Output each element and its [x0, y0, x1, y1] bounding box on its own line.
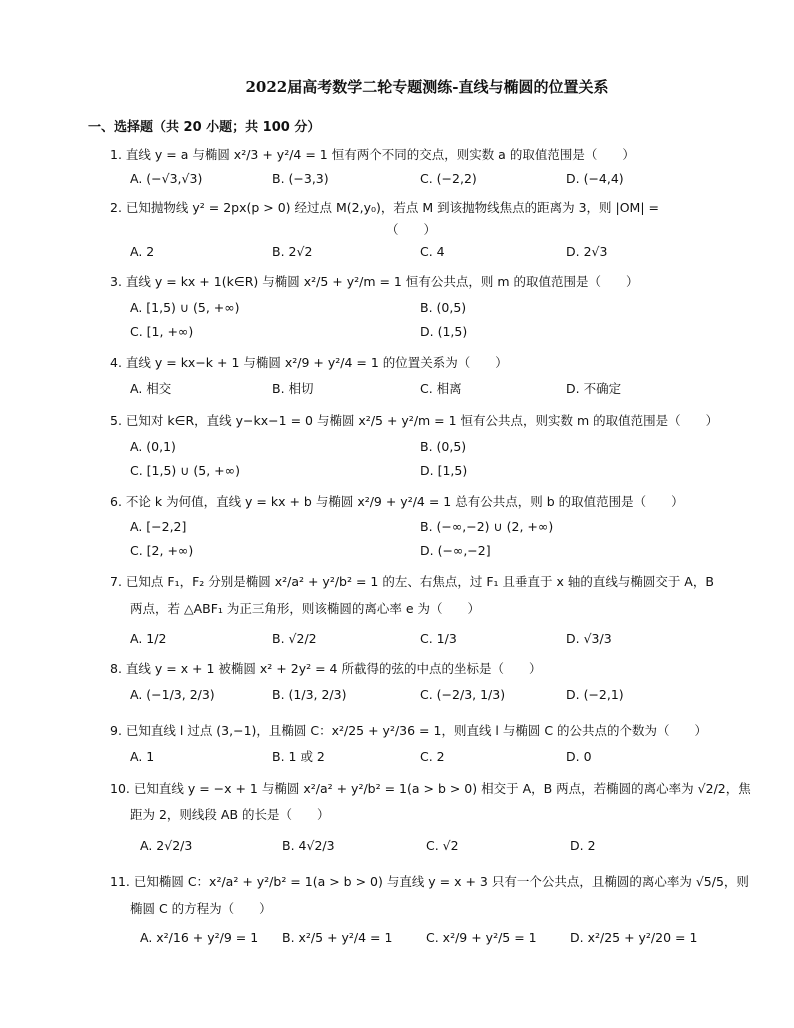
- question-7-stem: 7. 已知点 F₁，F₂ 分别是椭圆 x²/a² + y²/b² = 1 的左、右焦点，过 F₁ 且垂直于 x 轴的直线与椭圆交于 A，B: [110, 574, 714, 589]
- option-d[interactable]: D. (−∞,−2]: [420, 543, 491, 558]
- question-2-answer-paren: （ ）: [386, 222, 437, 237]
- question-9-options: [130, 748, 730, 766]
- option-a[interactable]: A. (−1/3, 2/3): [130, 687, 215, 702]
- option-c[interactable]: C. [1, +∞): [130, 324, 194, 339]
- option-a[interactable]: A. 相交: [130, 381, 172, 396]
- option-b[interactable]: B. 2√2: [272, 244, 313, 259]
- option-b[interactable]: B. x²/5 + y²/4 = 1: [282, 930, 393, 945]
- option-a[interactable]: A. 1/2: [130, 631, 167, 646]
- option-a[interactable]: A. (0,1): [130, 439, 176, 454]
- question-6-stem: 6. 不论 k 为何值，直线 y = kx + b 与椭圆 x²/9 + y²/4 = 1 总有公共点，则 b 的取值范围是（ ）: [110, 494, 684, 509]
- option-d[interactable]: D. 2√3: [566, 244, 608, 259]
- option-b[interactable]: B. (0,5): [420, 439, 467, 454]
- option-a[interactable]: A. (−√3,√3): [130, 171, 203, 186]
- question-7-continuation: 两点，若 △ABF₁ 为正三角形，则该椭圆的离心率 e 为（ ）: [130, 601, 481, 616]
- option-d[interactable]: D. (−2,1): [566, 687, 624, 702]
- question-2-stem: 2. 已知抛物线 y² = 2px(p > 0) 经过点 M(2,y₀)，若点 M 到该抛物线焦点的距离为 3，则 |OM| =: [110, 200, 659, 215]
- option-c[interactable]: C. 4: [420, 244, 445, 259]
- option-d[interactable]: D. 不确定: [566, 381, 622, 396]
- option-c[interactable]: C. (−2/3, 1/3): [420, 687, 506, 702]
- option-c[interactable]: C. 2: [420, 749, 445, 764]
- page-title: 2022届高考数学二轮专题测练-直线与椭圆的位置关系: [245, 78, 609, 96]
- question-3-stem: 3. 直线 y = kx + 1(k∈R) 与椭圆 x²/5 + y²/m = 1 恒有公共点，则 m 的取值范围是（ ）: [110, 274, 639, 289]
- question-11-options: [130, 929, 730, 947]
- option-b[interactable]: B. (0,5): [420, 300, 467, 315]
- question-11-stem: 11. 已知椭圆 C：x²/a² + y²/b² = 1(a > b > 0) 与直线 y = x + 3 只有一个公共点，且椭圆的离心率为 √5/5，则: [110, 874, 749, 889]
- question-2-options: [130, 243, 730, 261]
- option-d[interactable]: D. 2: [570, 838, 596, 853]
- option-b[interactable]: B. √2/2: [272, 631, 317, 646]
- option-b[interactable]: B. (−∞,−2) ∪ (2, +∞): [420, 519, 554, 534]
- question-10-options: [130, 837, 730, 855]
- option-d[interactable]: D. √3/3: [566, 631, 612, 646]
- question-9-stem: 9. 已知直线 l 过点 (3,−1)，且椭圆 C：x²/25 + y²/36 = 1，则直线 l 与椭圆 C 的公共点的个数为（ ）: [110, 723, 708, 738]
- option-a[interactable]: A. [1,5) ∪ (5, +∞): [130, 300, 240, 315]
- question-10-continuation: 距为 2，则线段 AB 的长是（ ）: [130, 807, 330, 822]
- option-d[interactable]: D. (1,5): [420, 324, 468, 339]
- question-3-options-row1: [130, 299, 730, 317]
- option-c[interactable]: C. (−2,2): [420, 171, 477, 186]
- question-4-options: [130, 380, 730, 398]
- question-1-stem: 1. 直线 y = a 与椭圆 x²/3 + y²/4 = 1 恒有两个不同的交点，则实数 a 的取值范围是（ ）: [110, 147, 635, 162]
- question-8-options: [130, 686, 730, 704]
- option-c[interactable]: C. [1,5) ∪ (5, +∞): [130, 463, 240, 478]
- option-d[interactable]: D. x²/25 + y²/20 = 1: [570, 930, 698, 945]
- option-b[interactable]: B. 1 或 2: [272, 749, 325, 764]
- question-5-options-row2: [130, 462, 730, 480]
- option-c[interactable]: C. x²/9 + y²/5 = 1: [426, 930, 537, 945]
- option-a[interactable]: A. [−2,2]: [130, 519, 187, 534]
- option-c[interactable]: C. 相离: [420, 381, 462, 396]
- question-3-options-row2: [130, 323, 730, 341]
- question-1-options: [130, 170, 730, 188]
- question-11-continuation: 椭圆 C 的方程为（ ）: [130, 901, 272, 916]
- option-b[interactable]: B. 相切: [272, 381, 314, 396]
- option-c[interactable]: C. 1/3: [420, 631, 457, 646]
- option-a[interactable]: A. 2: [130, 244, 155, 259]
- question-6-options-row2: [130, 542, 730, 560]
- option-a[interactable]: A. x²/16 + y²/9 = 1: [140, 930, 259, 945]
- option-c[interactable]: C. √2: [426, 838, 459, 853]
- option-d[interactable]: D. 0: [566, 749, 592, 764]
- section-heading: 一、选择题（共 20 小题；共 100 分）: [88, 120, 321, 135]
- question-8-stem: 8. 直线 y = x + 1 被椭圆 x² + 2y² = 4 所截得的弦的中点的坐标是（ ）: [110, 661, 542, 676]
- question-5-options-row1: [130, 438, 730, 456]
- option-b[interactable]: B. (−3,3): [272, 171, 329, 186]
- option-d[interactable]: D. [1,5): [420, 463, 468, 478]
- option-a[interactable]: A. 1: [130, 749, 155, 764]
- question-4-stem: 4. 直线 y = kx−k + 1 与椭圆 x²/9 + y²/4 = 1 的位置关系为（ ）: [110, 355, 508, 370]
- option-a[interactable]: A. 2√2/3: [140, 838, 193, 853]
- option-c[interactable]: C. [2, +∞): [130, 543, 194, 558]
- question-5-stem: 5. 已知对 k∈R，直线 y−kx−1 = 0 与椭圆 x²/5 + y²/m = 1 恒有公共点，则实数 m 的取值范围是（ ）: [110, 413, 719, 428]
- question-7-options: [130, 630, 730, 648]
- option-b[interactable]: B. (1/3, 2/3): [272, 687, 347, 702]
- question-6-options-row1: [130, 518, 730, 536]
- option-d[interactable]: D. (−4,4): [566, 171, 624, 186]
- option-b[interactable]: B. 4√2/3: [282, 838, 335, 853]
- question-10-stem: 10. 已知直线 y = −x + 1 与椭圆 x²/a² + y²/b² = 1(a > b > 0) 相交于 A，B 两点，若椭圆的离心率为 √2/2，焦: [110, 781, 751, 796]
